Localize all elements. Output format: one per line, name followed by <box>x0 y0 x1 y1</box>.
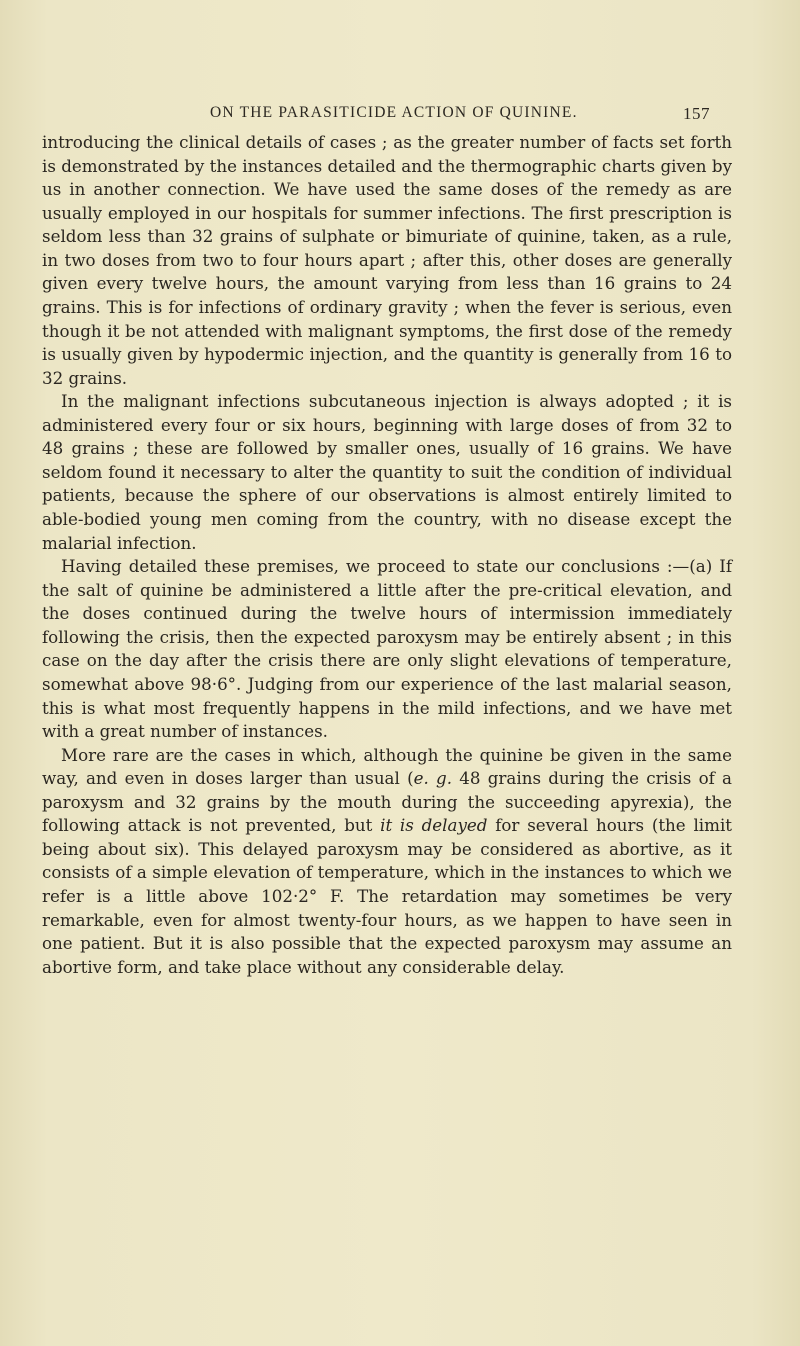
running-header <box>210 104 710 126</box>
body-text <box>42 131 732 979</box>
paragraph-3: Having detailed these premises, we proceed to state our conclusions :—(a) If the salt of quinine be administered a little after the pre-critical elevation, and the doses continued during the twelve hours of intermission immediately following the crisis, then the expected paroxysm may be entirely absent ; in this case on the day after the crisis there are only slight elevations of temperature, somewhat above 98·6°. Judging from our experience of the last malarial season, this is what most frequently happens in the mild infections, and we have met with a great number of instances. <box>42 556 732 742</box>
paragraph-4-part-1: More rare are the cases in which, although the quinine be given in the same way, and even in doses larger than usual ( <box>42 744 732 789</box>
page-number: 157 <box>683 104 710 123</box>
paragraph-1: introducing the clinical details of cases ; as the greater number of facts set forth is demonstrated by the instances detailed and the thermographic charts given by us in another connection. We have used the same doses of the remedy as are usually employed in our hospitals for summer infections. The first prescription is seldom less than 32 grains of sulphate or bimuriate of quinine, taken, as a rule, in two doses from two to four hours apart ; after this, other doses are generally given every twelve hours, the amount varying from less than 16 grains to 24 grains. This is for infections of ordinary gravity ; when the fever is serious, even though it be not attended with malignant symptoms, the first dose of the remedy is usually given by hypodermic injection, and the quantity is generally from 16 to 32 grains. <box>42 132 732 388</box>
paragraph-4 <box>42 744 732 980</box>
paragraph-4-part-2: 48 grains during the crisis of a paroxysm and 32 grains by the mouth during the succeeding apyrexia), the following attack is not prevented, but <box>42 768 733 836</box>
running-title: ON THE PARASITICIDE ACTION OF QUININE. <box>210 104 578 121</box>
paragraph-2: In the malignant infections subcutaneous injection is always adopted ; it is administered every four or six hours, beginning with large doses of from 32 to 48 grains ; these are followed by smaller ones, usually of 16 grains. We have seldom found it necessary to alter the quantity to suit the condition of individual patients, because the sphere of our observations is almost entirely limited to able-bodied young men coming from the country, with no disease except the malarial infection. <box>42 391 732 553</box>
paragraph-4-part-3: for several hours (the limit being about six). This delayed paroxysm may be considered as abortive, as it consists of a simple elevation of temperature, which in the instances to which we refer is a little above 102·2° F. The retardation may sometimes be very remarkable, even for almost twenty-four hours, as we happen to have seen in one patient. But it is also possible that the expected paroxysm may assume an abortive form, and take place without any considerable delay. <box>42 815 732 977</box>
paragraph-4-eg: e. g. <box>413 768 453 789</box>
paragraph-4-delayed: it is delayed <box>380 815 488 836</box>
